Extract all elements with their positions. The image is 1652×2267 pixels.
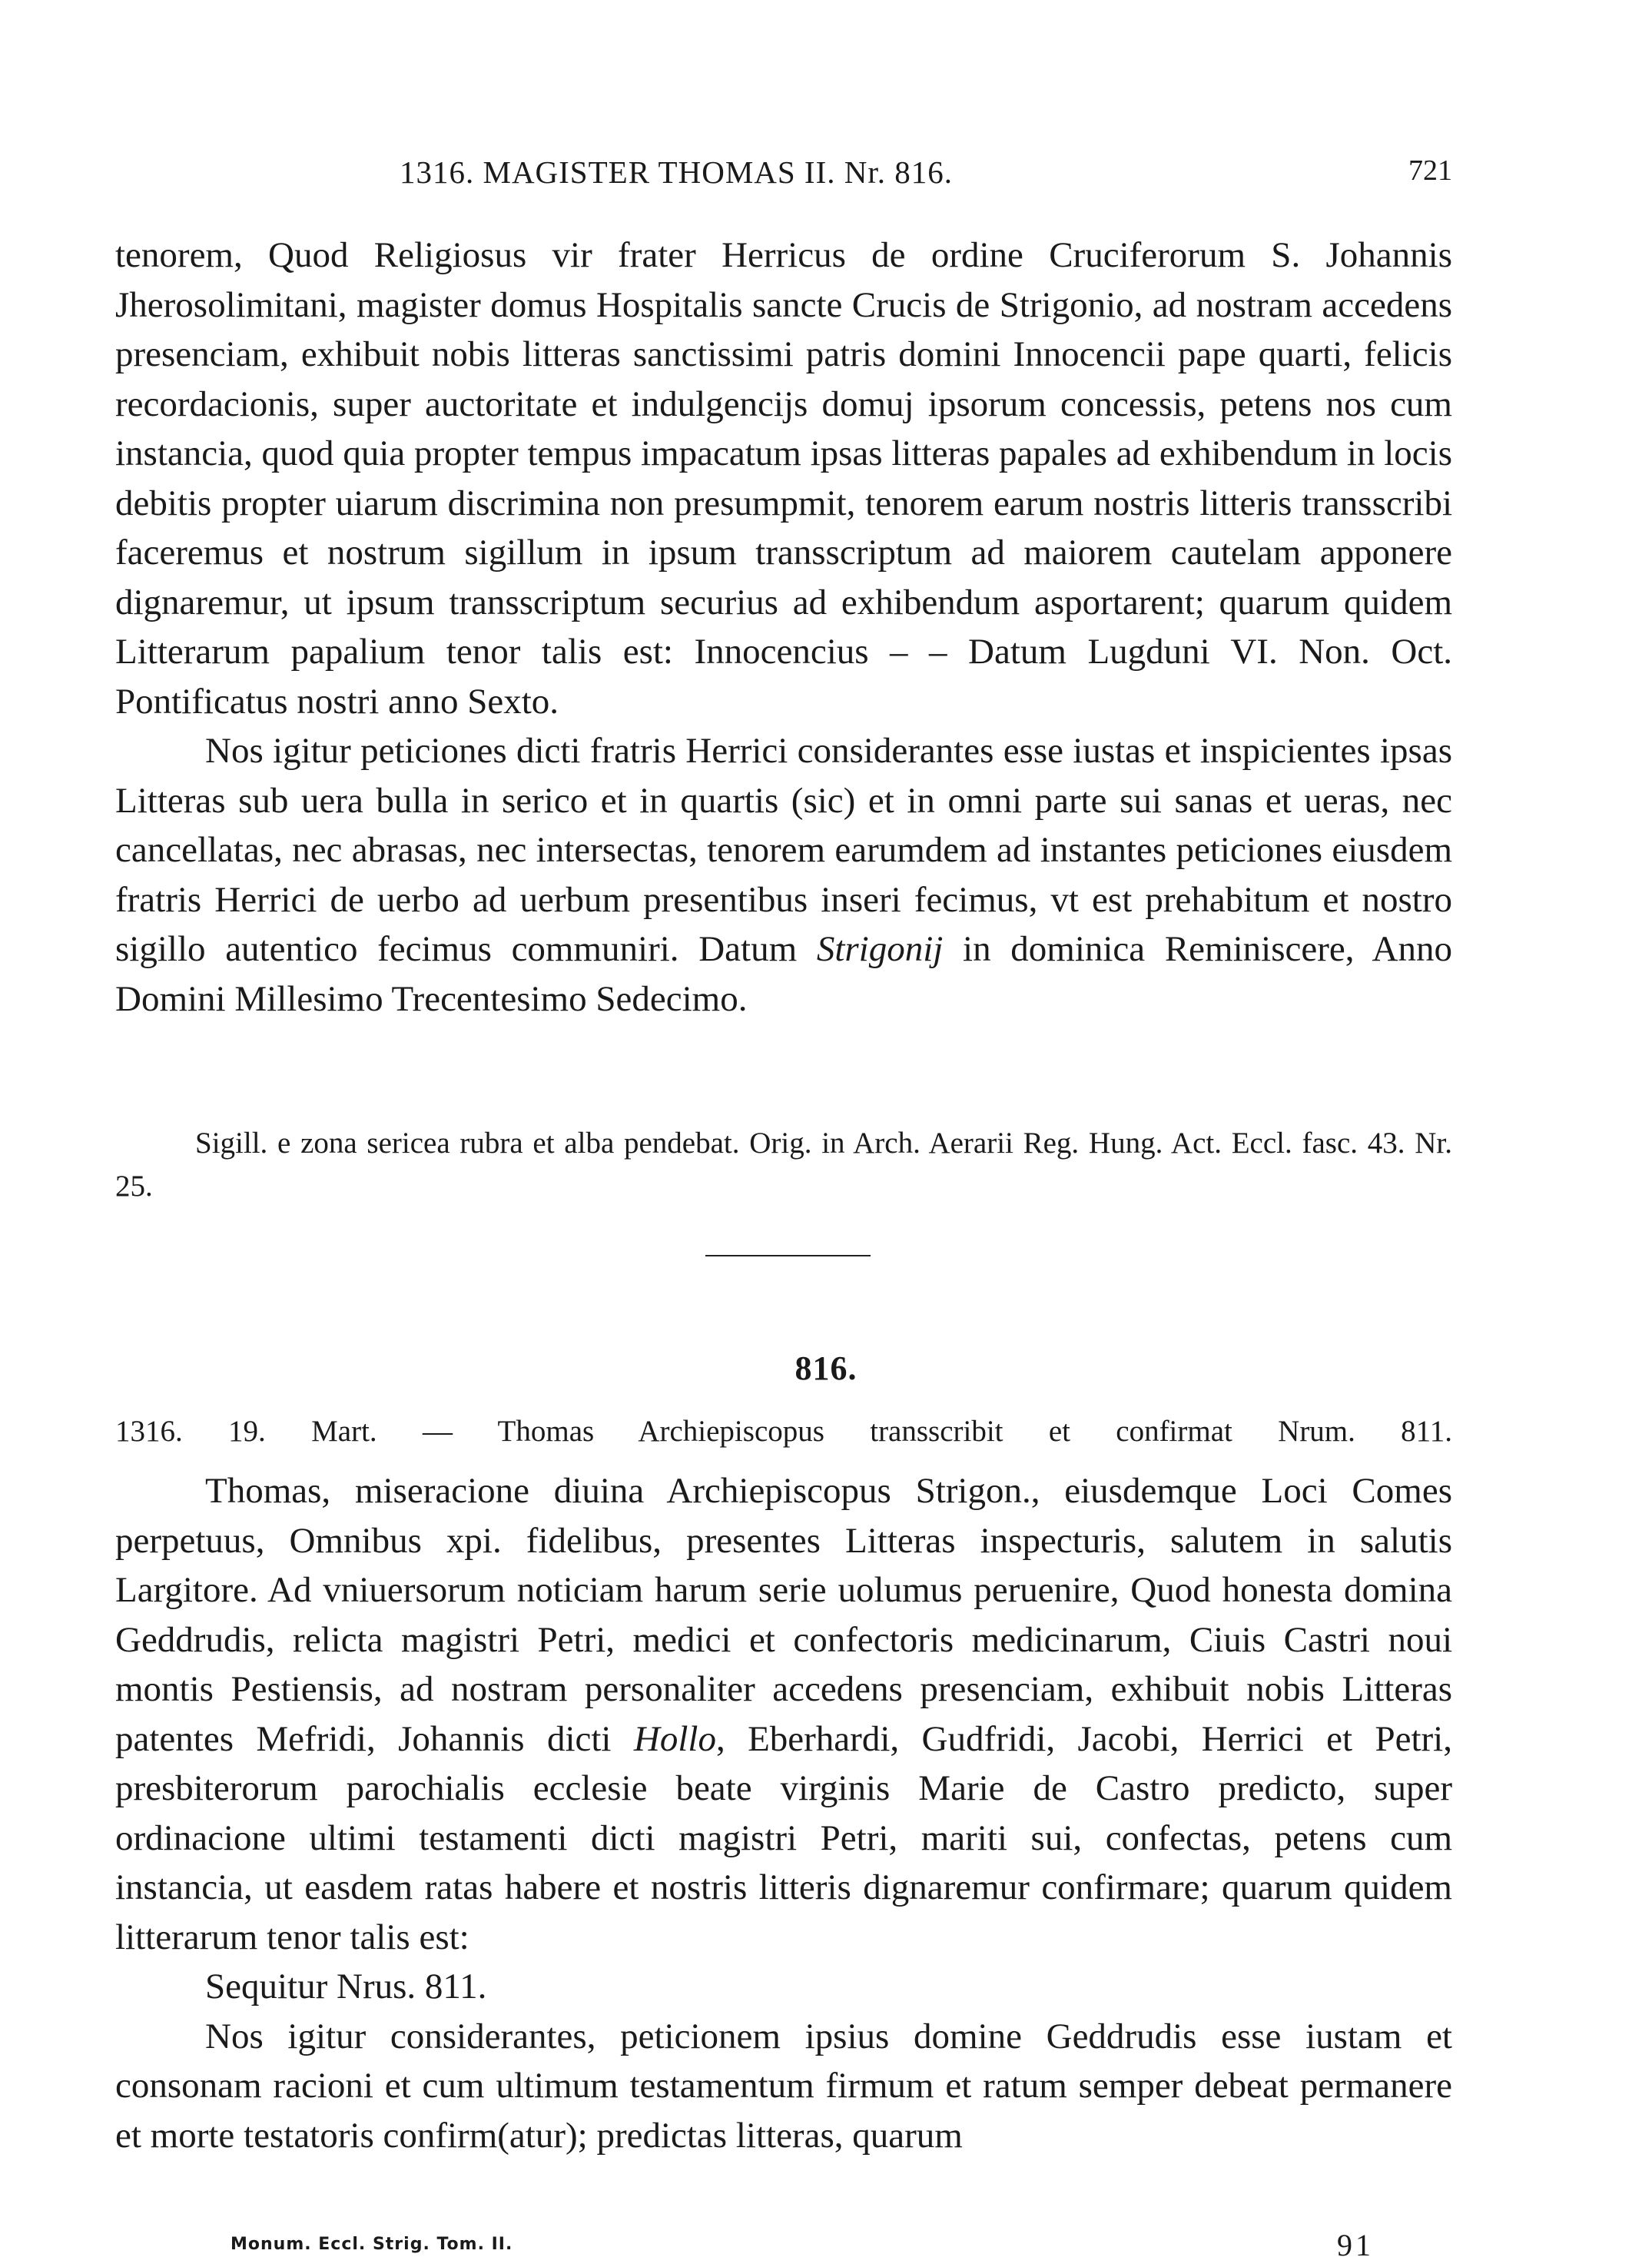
paragraph [115,2012,1452,2161]
paragraph [115,1962,1452,2012]
paragraph-text: Nos igitur peticiones dicti fratris Herrici considerantes esse iustas et inspicientes ipsas Litteras sub uera bulla in serico et in quartis (sic) et in omni parte sui sanas et ueras, nec cancellatas, nec abrasas, nec intersectas, tenorem earumdem ad instantes peticiones eiusdem fratris Herrici de uerbo ad uerbum presentibus inseri fecimus, vt est prehabitum et nostro sigillo autentico fecimus communiri. Datum [115,731,1452,969]
sheet-number: 91 [1337,2228,1374,2262]
document-text [115,1466,1452,2160]
running-head-title: 1316. MAGISTER THOMAS II. Nr. 816. [399,154,953,190]
running-head [115,154,1452,200]
document-number: 816. [794,1349,858,1387]
footer [115,2228,1452,2265]
person-name: Hollo [633,1718,716,1759]
paragraph-text: in dominica Reminiscere, Anno Domini Millesimo Trecentesimo Sedecimo. [115,929,1452,1019]
paragraph [115,1466,1452,1962]
section-divider [705,1255,871,1256]
continued-document-text [115,231,1452,1024]
place-name: Strigonij [816,929,944,969]
note-text: Sigill. e zona sericea rubra et alba pendebat. Orig. in Arch. Aerarii Reg. Hung. Act. Eccl. fasc. 43. Nr. 25. [115,1127,1452,1203]
signature-mark: Monum. Eccl. Strig. Tom. II. [231,2235,513,2254]
archival-note [115,1122,1452,1208]
paragraph-text: Nos igitur considerantes, peticionem ipsius domine Geddrudis esse iustam et consonam racioni et cum ultimum testamentum firmum et ratum semper debeat permanere et morte testatoris confirm(atur); predictas litteras, quarum [115,2016,1452,2156]
paragraph [115,231,1452,726]
sequitur-line: Sequitur Nrus. 811. [205,1967,487,2006]
regest: 1316. 19. Mart. — Thomas Archiepiscopus transscribit et confirmat Nrum. 811. [115,1415,1452,1448]
page-number: 721 [1408,154,1452,187]
paragraph [115,726,1452,1024]
paragraph-text: tenorem, Quod Religiosus vir frater Herricus de ordine Cruciferorum S. Johannis Jherosolimitani, magister domus Hospitalis sancte Crucis de Strigonio, ad nostram accedens presenciam, exhibuit nobis litteras sanctissimi patris domini Innocencii pape quarti, felicis recordacionis, super auctoritate et indulgencijs domuj ipsorum concessis, petens nos cum instancia, quod quia propter tempus impacatum ipsas litteras papales ad exhibendum in locis debitis propter uiarum discrimina non presumpmit, tenorem earum nostris litteris transscribi faceremus et nostrum sigillum in ipsum transscriptum ad maiorem cautelam apponere dignaremur, ut ipsum transscriptum securius ad exhibendum asportarent; quarum quidem Litterarum papalium tenor talis est: Innocencius – – Datum Lugduni VI. Non. Oct. Pontificatus nostri anno Sexto. [115,235,1452,722]
paragraph-text: , Eberhardi, Gudfridi, Jacobi, Herrici et Petri, presbiterorum parochialis ecclesie beate virginis Marie de Castro predicto, super ordinacione ultimi testamenti dicti magistri Petri, mariti sui, confectas, petens cum instancia, ut easdem ratas habere et nostris litteris dignaremur confirmare; quarum quidem litterarum tenor talis est: [115,1718,1452,1957]
paragraph-text: Thomas, miseracione diuina Archiepiscopus Strigon., eiusdemque Loci Comes perpetuus, Omnibus xpi. fidelibus, presentes Litteras inspecturis, salutem in salutis Largitore. Ad vniuersorum noticiam harum serie uolumus peruenire, Quod honesta domina Geddrudis, relicta magistri Petri, medici et confectoris medicinarum, Ciuis Castri noui montis Pestiensis, ad nostram personaliter accedens presenciam, exhibuit nobis Litteras patentes Mefridi, Johannis dicti [115,1471,1452,1759]
